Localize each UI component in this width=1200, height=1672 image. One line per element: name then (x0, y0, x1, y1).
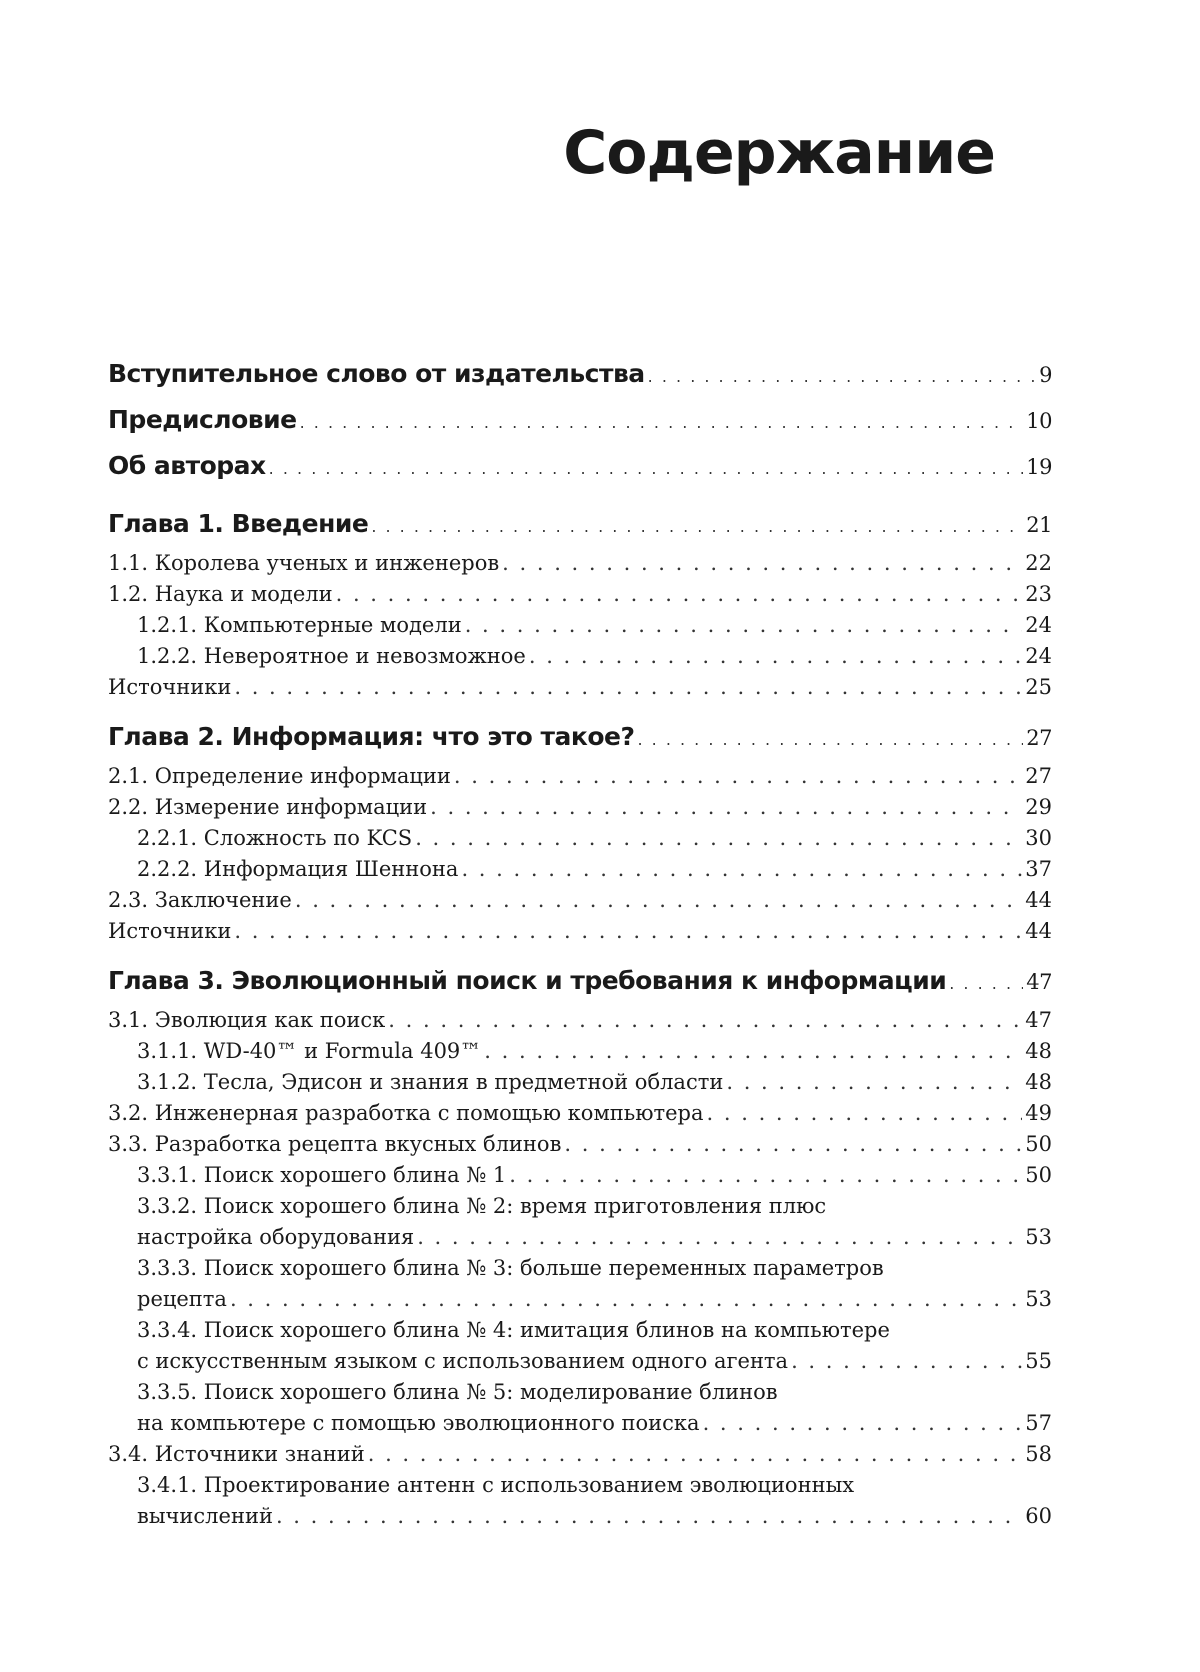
toc-entry-title: 1.2. Наука и модели (108, 582, 333, 606)
dot-leader (269, 447, 1024, 490)
dot-leader (415, 823, 1022, 854)
dot-leader (509, 1160, 1022, 1191)
toc-entry-title: 3.1.1. WD-40™ и Formula 409™ (137, 1039, 482, 1063)
toc-entry-page: 47 (1025, 1008, 1052, 1032)
toc-entry-title: Предисловие (108, 405, 297, 434)
toc-entry-title: 2.3. Заключение (108, 888, 292, 912)
dot-leader (564, 1129, 1022, 1160)
dot-leader (791, 1346, 1022, 1377)
toc-entry-title-line: 3.4.1. Проектирование антенн с использованием эволюционных (137, 1473, 855, 1497)
toc-entry-title: 2.2.2. Информация Шеннона (137, 857, 459, 881)
toc-entry-title: 2.2. Измерение информации (108, 795, 428, 819)
toc-chapter-2[interactable] (108, 715, 1052, 761)
dot-leader (461, 854, 1022, 885)
toc-entry-page: 57 (1025, 1411, 1052, 1435)
toc-entry-continuation (108, 1284, 1052, 1315)
toc-entry-page: 50 (1025, 1132, 1052, 1156)
toc-entry-multiline[interactable] (108, 1315, 1052, 1377)
toc-entry-title-line: вычислений (137, 1504, 273, 1528)
toc-entry[interactable] (108, 1129, 1052, 1160)
toc-entry-title-line: с искусственным языком с использованием одного агента (137, 1349, 789, 1373)
toc-entry-multiline[interactable] (108, 1470, 1052, 1532)
dot-leader (465, 610, 1023, 641)
toc-entry-page: 37 (1025, 857, 1052, 881)
toc-entry-page: 19 (1026, 455, 1052, 479)
dot-leader (502, 548, 1022, 579)
table-of-contents (108, 352, 1052, 1532)
toc-entry-page: 24 (1025, 613, 1052, 637)
toc-entry-multiline[interactable] (108, 1191, 1052, 1253)
dot-leader (648, 355, 1036, 398)
toc-entry-title-line: рецепта (137, 1287, 227, 1311)
toc-entry[interactable] (108, 610, 1052, 641)
dot-leader (949, 962, 1023, 1005)
toc-entry-title: Вступительное слово от издательства (108, 359, 645, 388)
toc-entry[interactable] (108, 641, 1052, 672)
dot-leader (234, 672, 1022, 703)
toc-entry[interactable] (108, 1036, 1052, 1067)
dot-leader (529, 641, 1022, 672)
toc-entry-page: 60 (1025, 1504, 1052, 1528)
dot-leader (703, 1408, 1023, 1439)
toc-entry-title: 2.2.1. Сложность по KCS (137, 826, 413, 850)
dot-leader (388, 1005, 1022, 1036)
toc-entry-sources[interactable] (108, 672, 1052, 703)
dot-leader (707, 1098, 1023, 1129)
toc-entry-about-authors[interactable] (108, 444, 1052, 490)
dot-leader (295, 885, 1022, 916)
toc-entry-title: 3.1.2. Тесла, Эдисон и знания в предметной области (137, 1070, 724, 1094)
toc-entry-page: 49 (1025, 1101, 1052, 1125)
toc-entry[interactable] (108, 548, 1052, 579)
toc-entry[interactable] (108, 1439, 1052, 1470)
dot-leader (234, 916, 1022, 947)
toc-entry-page: 44 (1025, 888, 1052, 912)
dot-leader (371, 505, 1023, 548)
toc-entry-page: 29 (1025, 795, 1052, 819)
toc-entry-page: 9 (1039, 363, 1052, 387)
dot-leader (336, 579, 1023, 610)
toc-entry[interactable] (108, 792, 1052, 823)
toc-entry-continuation (108, 1408, 1052, 1439)
toc-entry-title: 1.2.1. Компьютерные модели (137, 613, 462, 637)
toc-entry-page: 44 (1025, 919, 1052, 943)
toc-entry-title: 3.2. Инженерная разработка с помощью компьютера (108, 1101, 704, 1125)
toc-entry-continuation (108, 1501, 1052, 1532)
toc-entry-page: 25 (1025, 675, 1052, 699)
toc-entry-title-line: настройка оборудования (137, 1225, 415, 1249)
toc-entry[interactable] (108, 579, 1052, 610)
dot-leader (637, 718, 1023, 761)
toc-chapter-3[interactable] (108, 959, 1052, 1005)
toc-entry[interactable] (108, 1160, 1052, 1191)
toc-entry-title: Об авторах (108, 451, 266, 480)
toc-entry-page: 48 (1025, 1039, 1052, 1063)
toc-entry-page: 50 (1025, 1163, 1052, 1187)
dot-leader (276, 1501, 1022, 1532)
toc-entry-page: 53 (1025, 1225, 1052, 1249)
dot-leader (417, 1222, 1022, 1253)
dot-leader (230, 1284, 1022, 1315)
dot-leader (454, 761, 1022, 792)
toc-entry-title: 1.1. Королева ученых и инженеров (108, 551, 500, 575)
toc-entry-title: 3.3.1. Поиск хорошего блина № 1 (137, 1163, 507, 1187)
page-title: Содержание (563, 118, 995, 188)
toc-entry-title-line: 3.3.5. Поиск хорошего блина № 5: моделирование блинов (137, 1380, 778, 1404)
toc-entry-page: 58 (1025, 1442, 1052, 1466)
toc-entry-page: 10 (1026, 409, 1052, 433)
toc-entry-continuation (108, 1346, 1052, 1377)
toc-entry[interactable] (108, 761, 1052, 792)
toc-entry-page: 24 (1025, 644, 1052, 668)
dot-leader (430, 792, 1022, 823)
toc-entry-page: 30 (1025, 826, 1052, 850)
toc-entry-multiline[interactable] (108, 1253, 1052, 1315)
toc-entry-foreword-publisher[interactable] (108, 352, 1052, 398)
toc-entry-multiline[interactable] (108, 1377, 1052, 1439)
toc-entry-title: Источники (108, 675, 232, 699)
toc-entry-sources[interactable] (108, 916, 1052, 947)
toc-entry-page: 47 (1026, 970, 1052, 994)
toc-entry-title: Глава 2. Информация: что это такое? (108, 722, 635, 751)
toc-entry-page: 53 (1025, 1287, 1052, 1311)
toc-entry[interactable] (108, 885, 1052, 916)
toc-entry-page: 55 (1025, 1349, 1052, 1373)
toc-entry-title: 2.1. Определение информации (108, 764, 451, 788)
toc-entry-title-line: 3.3.2. Поиск хорошего блина № 2: время приготовления плюс (137, 1194, 827, 1218)
toc-entry-page: 23 (1025, 582, 1052, 606)
toc-entry-title: 1.2.2. Невероятное и невозможное (137, 644, 526, 668)
toc-entry[interactable] (108, 1067, 1052, 1098)
toc-entry[interactable] (108, 1005, 1052, 1036)
dot-leader (726, 1067, 1022, 1098)
toc-chapter-1[interactable] (108, 502, 1052, 548)
toc-entry-title: Источники (108, 919, 232, 943)
toc-entry-title-line: на компьютере с помощью эволюционного поиска (137, 1411, 700, 1435)
toc-entry-title-line: 3.3.3. Поиск хорошего блина № 3: больше переменных параметров (137, 1256, 884, 1280)
toc-entry-page: 27 (1026, 726, 1052, 750)
toc-entry-page: 27 (1025, 764, 1052, 788)
toc-entry[interactable] (108, 854, 1052, 885)
toc-entry-title: Глава 1. Введение (108, 509, 369, 538)
toc-entry-title: 3.1. Эволюция как поиск (108, 1008, 386, 1032)
toc-entry-title-line: 3.3.4. Поиск хорошего блина № 4: имитация блинов на компьютере (137, 1318, 890, 1342)
dot-leader (368, 1439, 1023, 1470)
toc-entry[interactable] (108, 823, 1052, 854)
dot-leader (300, 401, 1024, 444)
toc-entry-title: 3.4. Источники знаний (108, 1442, 365, 1466)
toc-entry-page: 22 (1025, 551, 1052, 575)
toc-entry-page: 48 (1025, 1070, 1052, 1094)
toc-entry-continuation (108, 1222, 1052, 1253)
toc-entry-preface[interactable] (108, 398, 1052, 444)
dot-leader (484, 1036, 1022, 1067)
toc-entry-title: 3.3. Разработка рецепта вкусных блинов (108, 1132, 562, 1156)
toc-entry-title: Глава 3. Эволюционный поиск и требования к информации (108, 966, 947, 995)
toc-entry-page: 21 (1026, 513, 1052, 537)
toc-entry[interactable] (108, 1098, 1052, 1129)
